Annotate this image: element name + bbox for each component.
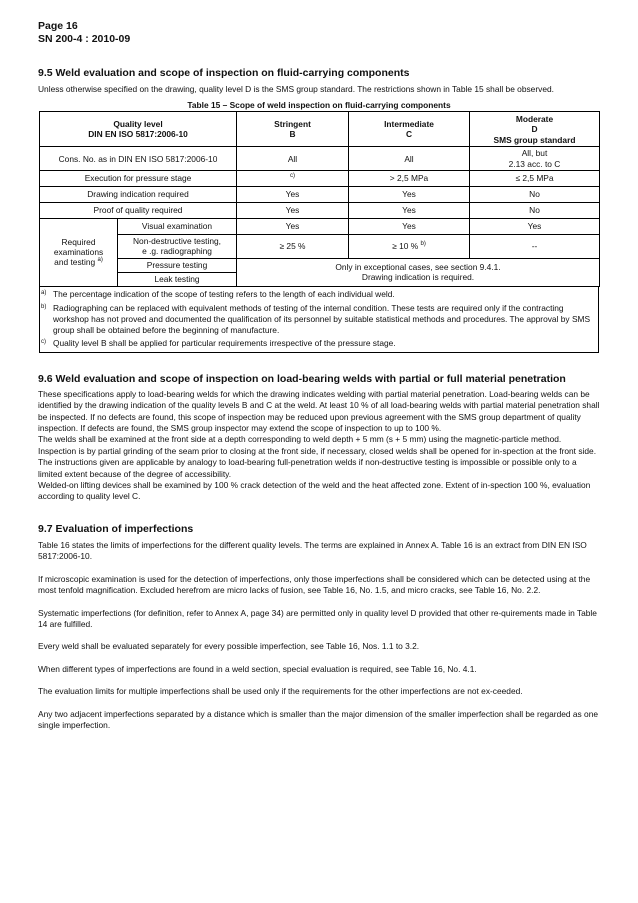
- cell-b: All: [237, 147, 349, 170]
- row-label: Cons. No. as in DIN EN ISO 5817:2006-10: [40, 147, 237, 170]
- table-row-cons: [40, 147, 600, 170]
- section-9-6-heading: 9.6 Weld evaluation and scope of inspection on load-bearing welds with partial or full material penetration: [38, 372, 566, 385]
- section-9-6-para: Inspection is by partial grinding of the seam prior to closing at the front side, if necessary, closed welds shall be opened for in-spection at the front side.: [38, 445, 597, 456]
- intermediate-header: Intermediate C: [349, 112, 470, 147]
- row-label: Visual examination: [118, 218, 237, 234]
- row-label: Leak testing: [118, 272, 237, 286]
- cell-d: ≤ 2,5 MPa: [470, 170, 600, 186]
- cell-c: Yes: [349, 186, 470, 202]
- table-15-footnotes: [39, 287, 599, 353]
- table-row-drawing: [40, 186, 600, 202]
- footnote-ref-b: b): [420, 241, 426, 248]
- section-9-7-para: Any two adjacent imperfections separated by a distance which is smaller than the major dimension of the smaller imperfection shall be regarded as one single imperfection.: [38, 708, 599, 730]
- cell-b: Yes: [237, 186, 349, 202]
- row-label: Proof of quality required: [40, 202, 237, 218]
- table-row-visual: [40, 218, 600, 234]
- quality-level-header: Quality level DIN EN ISO 5817:2006-10: [40, 112, 237, 147]
- section-9-6-para: The instructions given are applicable by analogy to load-bearing full-penetration welds if non-destructive testing is impossible or possible only to a limited extent because of the degree of accessibility.: [38, 457, 577, 479]
- stringent-header: Stringent B: [237, 112, 349, 147]
- cell-d: No: [470, 186, 600, 202]
- cell-c: Yes: [349, 202, 470, 218]
- cell-d: No: [470, 202, 600, 218]
- footnote-a: a) The percentage indication of the scope of testing refers to the length of each individual weld.: [41, 288, 395, 299]
- table-row-pressure: [40, 258, 600, 272]
- section-9-5-heading: 9.5 Weld evaluation and scope of inspection on fluid-carrying components: [38, 67, 410, 79]
- table-row-ndt: [40, 234, 600, 258]
- page-number: Page 16: [38, 20, 78, 32]
- section-9-6-body: These specifications apply to load-bearing welds for which the drawing indicates welding with partial material penetration. Load-bearing welds can be identified by the drawing indication of the quality levels B and C at the weld. At least 10 % of all load-bearing welds with partial material penetration shall be inspected. If no defects are found, this scope of inspection may be reduced upon previous agreement with the SMS group department of quality inspection. If defects are found, the SMS group inspector may extend the scope of inspection to up to 100 %.: [38, 388, 600, 434]
- row-label: Drawing indication required: [40, 186, 237, 202]
- table-15-caption: Table 15 – Scope of weld inspection on fluid-carrying components: [187, 100, 451, 111]
- section-9-7-para: Systematic imperfections (for definition, refer to Annex A, page 34) are permitted only in quality level D provided that other re-quirements made in Table 14 are fulfilled.: [38, 607, 597, 629]
- section-9-7-para: The evaluation limits for multiple imperfections shall be used only if the requirements for the other imperfections are not ex-ceeded.: [38, 686, 523, 697]
- cell-b: ≥ 25 %: [237, 234, 349, 258]
- row-label: Execution for pressure stage: [40, 170, 237, 186]
- section-9-7-para: If microscopic examination is used for the detection of imperfections, only those imperfections shall be considered which can be detected using at the most tenfold magnification. Excluded herefrom are micro lacks of fusion, see Table 16, No. 1.5, and micro cracks, see Table 16, No. 2.2.: [38, 573, 591, 596]
- section-9-6-para: Welded-on lifting devices shall be examined by 100 % crack detection of the weld and the heat affected zone. Extent of in-spection 100 %, evaluation according to quality level C.: [38, 480, 591, 502]
- cell-d: All, but 2.13 acc. to C: [470, 147, 600, 170]
- row-label: Pressure testing: [118, 258, 237, 272]
- footnote-ref-c: c): [290, 173, 295, 180]
- row-label: Non-destructive testing, e .g. radiographing: [118, 234, 237, 258]
- document-id: SN 200-4 : 2010-09: [38, 33, 131, 45]
- section-9-7-heading: 9.7 Evaluation of imperfections: [38, 522, 194, 535]
- cell-c: Yes: [349, 218, 470, 234]
- moderate-header: Moderate D SMS group standard: [470, 112, 600, 147]
- required-examinations-label: Required examinations and testing $^{a)}$: [40, 218, 118, 286]
- cell-c: All: [349, 147, 470, 170]
- merged-exceptional-cell: Only in exceptional cases, see section 9.4.1. Drawing indication is required.: [237, 258, 600, 286]
- table-header-row: [40, 112, 600, 147]
- cell-b: [237, 170, 349, 186]
- cell-d: --: [470, 234, 600, 258]
- footnote-ref-a: a): [97, 257, 103, 264]
- section-9-7-para: When different types of imperfections are found in a weld section, special evaluation is required, see Table 16, No. 4.1.: [38, 663, 477, 674]
- section-9-5-intro: Unless otherwise specified on the drawing, quality level D is the SMS group standard. The restrictions shown in Table 15 shall be observed.: [38, 84, 554, 94]
- footnote-b: b) Radiographing can be replaced with equivalent methods of testing of the internal condition. These tests are required only if the contracting workshop has not proved and documented the qualification of its personnel by suitable statistical methods and procedures. The approval by SMS group shall be obtained before the beginning of manufacture.: [41, 302, 591, 335]
- document-page: [38, 20, 600, 731]
- cell-d: Yes: [470, 218, 600, 234]
- section-9-7-para: Table 16 states the limits of imperfections for the different quality levels. The terms are explained in Annex A. Table 16 is an extract from DIN EN ISO 5817:2006-10.: [38, 539, 587, 562]
- table-row-exec: [40, 170, 600, 186]
- table-row-proof: [40, 202, 600, 218]
- footnote-c: c) Quality level B shall be applied for particular requirements irrespective of the pressure stage.: [41, 337, 396, 348]
- table-15: [39, 111, 600, 286]
- cell-b: Yes: [237, 202, 349, 218]
- cell-b: Yes: [237, 218, 349, 234]
- cell-c: ≥ 10 % $^{b)}$: [349, 234, 470, 258]
- section-9-7-para: Every weld shall be evaluated separately for every possible imperfection, see Table 16, Nos. 1.1 to 3.2.: [38, 641, 420, 652]
- section-9-6-para: The welds shall be examined at the front side at a depth corresponding to weld depth + 5 mm (s + 5 mm) using the magnetic-particle method.: [38, 434, 562, 445]
- cell-c: > 2,5 MPa: [349, 170, 470, 186]
